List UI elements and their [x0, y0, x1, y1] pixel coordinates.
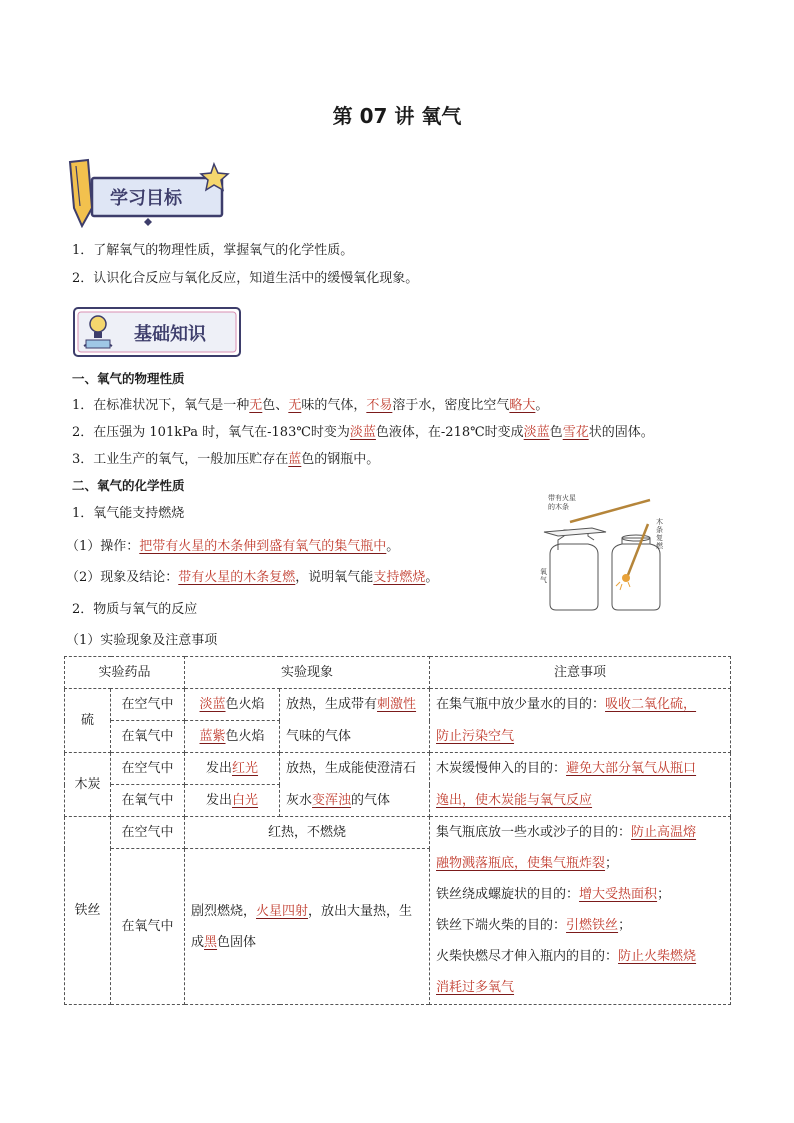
carbon-oxy-phen: 发出白光 [185, 785, 280, 817]
phenomenon-line: （2）现象及结论：带有火星的木条复燃，说明氧气能支持燃烧。 [66, 570, 439, 585]
table-row [65, 753, 731, 785]
section-1-heading: 一、氧气的物理性质 [72, 371, 185, 386]
iron-oxy-phen: 剧烈燃烧，火星四射，放出大量热，生 成黑色固体 [185, 849, 430, 1005]
table-row [65, 721, 731, 753]
reagent-carbon: 木炭 [65, 753, 111, 817]
cond-air: 在空气中 [111, 689, 185, 721]
goals-badge-label: 学习目标 [110, 188, 182, 209]
carbon-common-1: 放热，生成能使澄清石 [280, 753, 430, 785]
sub-1: 1．氧气能支持燃烧 [72, 506, 185, 521]
header-notes: 注意事项 [430, 657, 731, 689]
table-row [65, 689, 731, 721]
cond-oxygen: 在氧气中 [111, 785, 185, 817]
sulfur-oxy-flame: 蓝紫色火焰 [185, 721, 280, 753]
reagent-sulfur: 硫 [65, 689, 111, 753]
carbon-air-phen: 发出红光 [185, 753, 280, 785]
experiment-table [64, 656, 731, 1005]
cond-oxygen: 在氧气中 [111, 849, 185, 1005]
figure-label-stick: 带有火星的木条 [548, 494, 576, 511]
goal-2: 2．认识化合反应与氧化反应，知道生活中的缓慢氧化现象。 [72, 271, 419, 286]
goals-badge [66, 156, 236, 228]
table-row [65, 785, 731, 817]
sulfur-note-2: 防止污染空气 [430, 721, 731, 753]
goal-1: 1．了解氧气的物理性质，掌握氧气的化学性质。 [72, 243, 354, 258]
iron-air-phen: 红热，不燃烧 [185, 817, 430, 849]
table-header-row [65, 657, 731, 689]
basics-badge-label: 基础知识 [134, 324, 206, 345]
sulfur-note-1: 在集气瓶中放少量水的目的：吸收二氧化硫， [430, 689, 731, 721]
carbon-common-2: 灰水变浑浊的气体 [280, 785, 430, 817]
property-line-2: 2．在压强为 101kPa 时，氧气在-183℃时变为淡蓝色液体，在-218℃时变成淡蓝色雪花状的固体。 [72, 425, 654, 440]
cond-oxygen: 在氧气中 [111, 721, 185, 753]
table-row [65, 817, 731, 849]
carbon-note-1: 木炭缓慢伸入的目的：避免大部分氧气从瓶口 [430, 753, 731, 785]
property-line-3: 3．工业生产的氧气，一般加压贮存在蓝色的钢瓶中。 [72, 452, 380, 467]
basics-badge [72, 306, 242, 360]
cond-air: 在空气中 [111, 817, 185, 849]
cond-air: 在空气中 [111, 753, 185, 785]
sulfur-air-flame: 淡蓝色火焰 [185, 689, 280, 721]
figure-label-reignite: 木条复燃 [656, 518, 663, 550]
sulfur-common-2: 气味的气体 [280, 721, 430, 753]
sulfur-common-1: 放热，生成带有刺激性 [280, 689, 430, 721]
figure-label-oxygen: 氧气 [540, 568, 547, 584]
sub-3: （1）实验现象及注意事项 [66, 633, 218, 648]
page-title: 第 07 讲 氧气 [332, 104, 462, 128]
section-2-heading: 二、氧气的化学性质 [72, 478, 185, 493]
reagent-iron: 铁丝 [65, 817, 111, 1005]
operation-line: （1）操作：把带有火星的木条伸到盛有氧气的集气瓶中。 [66, 539, 400, 554]
header-phenomenon: 实验现象 [185, 657, 430, 689]
carbon-note-2: 逸出，使木炭能与氧气反应 [430, 785, 731, 817]
oxygen-test-figure [534, 492, 734, 614]
sub-2: 2．物质与氧气的反应 [72, 602, 198, 617]
property-line-1: 1．在标准状况下，氧气是一种无色、无味的气体，不易溶于水，密度比空气略大。 [72, 398, 549, 413]
header-reagent: 实验药品 [65, 657, 185, 689]
iron-notes: 集气瓶底放一些水或沙子的目的：防止高温熔 融物溅落瓶底，使集气瓶炸裂； 铁丝绕成螺旋状的目的：增大受热面积； 铁丝下端火柴的目的：引燃铁丝； 火柴快燃尽才伸入瓶内的目的：防止火柴燃烧 消耗过多氧气 [430, 817, 731, 1005]
